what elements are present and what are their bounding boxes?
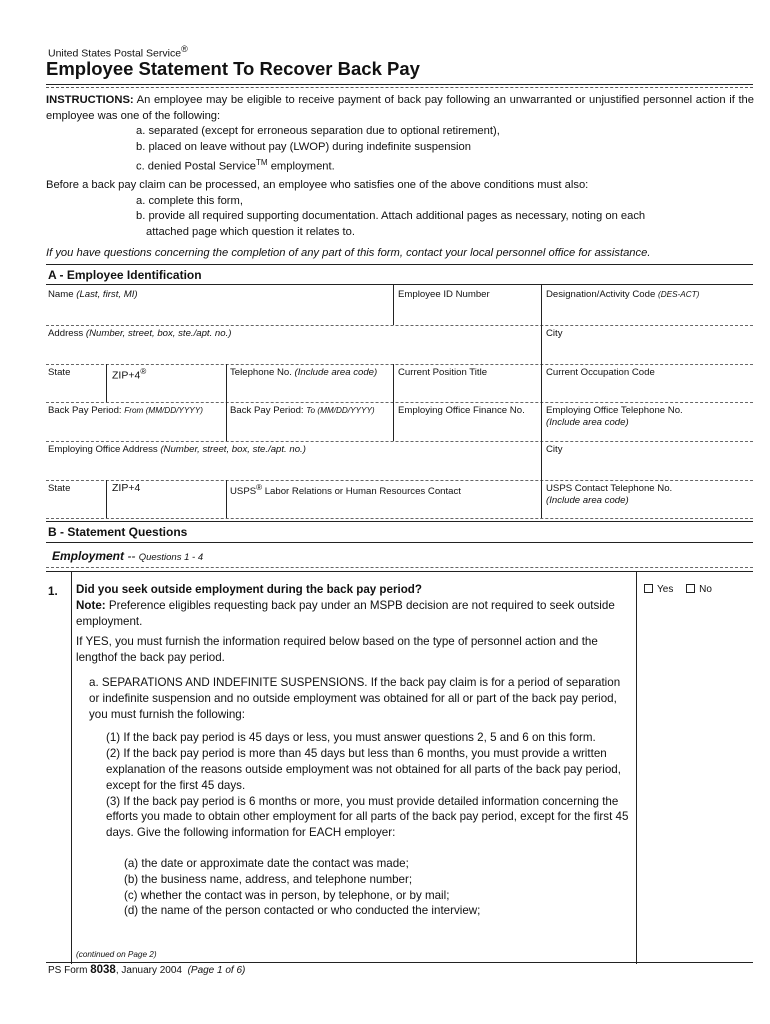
- zip-field[interactable]: ZIP+4®: [112, 367, 147, 382]
- employee-id-field[interactable]: Employee ID Number: [398, 289, 490, 300]
- usps-phone-field[interactable]: USPS Contact Telephone No. (Include area code): [546, 483, 673, 506]
- office-zip-field[interactable]: ZIP+4: [112, 482, 141, 494]
- page-title: Employee Statement To Recover Back Pay: [46, 58, 420, 79]
- state-field[interactable]: State: [48, 367, 71, 378]
- questions-note: If you have questions concerning the completion of any part of this form, contact your local personnel office for assistance.: [46, 247, 651, 259]
- yes-no-options: [644, 584, 712, 595]
- question-1: [76, 582, 630, 919]
- designation-field[interactable]: Designation/Activity Code (DES-ACT): [546, 289, 700, 300]
- name-field[interactable]: Name (Last, first, MI): [48, 289, 138, 300]
- question-1-part-a: a. SEPARATIONS AND INDEFINITE SUSPENSIONS. If the back pay claim is for a period of separation or indefinite suspension and no outside employment was obtained for all or part of the back pay period, you must furnish the following:: [89, 675, 621, 721]
- instructions-label: INSTRUCTIONS:: [46, 94, 134, 106]
- before-claim: Before a back pay claim can be processed, an employee who satisfies one of the above conditions must also: a. complete this form, b. provide all required supporting documentation. Attach additional pages as necessary, noting on each attached page which question it relates to.: [46, 178, 754, 240]
- back-pay-from-field[interactable]: Back Pay Period: From (MM/DD/YYYY): [48, 405, 203, 416]
- employment-heading: Employment -- Questions 1 - 4: [52, 549, 204, 563]
- office-city-field[interactable]: City: [546, 444, 563, 455]
- section-b-rule-bottom: [46, 542, 753, 543]
- requirement-b-cont: attached page which question it relates to.: [146, 225, 355, 238]
- question-1-item-1: (1) If the back pay period is 45 days or less, you must answer questions 2, 5 and 6 on this form.: [106, 731, 596, 745]
- continued-note: (continued on Page 2): [76, 950, 157, 959]
- section-b-rule: [46, 521, 753, 522]
- condition-c: c. denied Postal Service™ employment.: [136, 158, 335, 173]
- registered-mark: ®: [181, 44, 188, 54]
- telephone-field[interactable]: Telephone No. (Include area code): [230, 367, 378, 378]
- current-position-field[interactable]: Current Position Title: [398, 367, 488, 378]
- no-label: No: [699, 584, 712, 595]
- condition-a: a. separated (except for erroneous separation due to optional retirement),: [136, 125, 500, 137]
- requirement-a: a. complete this form,: [136, 194, 243, 207]
- office-phone-field[interactable]: Employing Office Telephone No. (Include area code): [546, 405, 683, 428]
- yes-label: Yes: [657, 584, 674, 595]
- address-field[interactable]: Address (Number, street, box, ste./apt. no.): [48, 328, 232, 339]
- footer-rule: [46, 962, 753, 963]
- usps-contact-field[interactable]: USPS® Labor Relations or Human Resources Contact: [230, 483, 461, 498]
- question-1-item-3: (3) If the back pay period is 6 months or more, you must provide detailed information concerning the efforts you made to obtain other employment for all parts of the back pay period, except for the first 45 days. Give the following information for EACH employer:: [106, 794, 629, 840]
- agency-name: United States Postal Service®: [48, 44, 188, 60]
- back-pay-to-field[interactable]: Back Pay Period: To (MM/DD/YYYY): [230, 405, 375, 416]
- yes-checkbox[interactable]: [644, 584, 653, 593]
- instructions-intro: INSTRUCTIONS: An employee may be eligible to receive payment of back pay following an unwarranted or unjustified personnel action if the employee was one of the following:: [46, 94, 754, 122]
- office-state-field[interactable]: State: [48, 483, 71, 494]
- question-1-note: Note: Preference eligibles requesting back pay under an MSPB decision are not required to seek outside employment.: [76, 598, 615, 628]
- question-1-sublist: (a) the date or approximate date the contact was made; (b) the business name, address, and telephone number; (c) whether the contact was in person, by telephone, or by mail; (d) the name of the person contacted or who conducted the interview;: [124, 856, 481, 918]
- occupation-code-field[interactable]: Current Occupation Code: [546, 367, 655, 378]
- question-1-item-2: (2) If the back pay period is more than 45 days but less than 6 months, you must provide a written explanation of the reasons outside employment was not obtained for all parts of the back pay period, except for the first 45 days.: [106, 747, 621, 792]
- no-checkbox[interactable]: [686, 584, 695, 593]
- section-b-title: B - Statement Questions: [48, 525, 188, 539]
- question-1-if-yes: If YES, you must furnish the information required below based on the type of personnel action and the lengthof the back pay period.: [76, 635, 598, 665]
- section-a-top: [46, 284, 753, 285]
- requirement-b: b. provide all required supporting documentation. Attach additional pages as necessary, noting on each: [136, 210, 646, 222]
- city-field[interactable]: City: [546, 328, 563, 339]
- instructions: [46, 93, 754, 175]
- form-footer: PS Form 8038, January 2004 (Page 1 of 6): [48, 964, 246, 976]
- finance-no-field[interactable]: Employing Office Finance No.: [398, 405, 525, 416]
- office-address-field[interactable]: Employing Office Address (Number, street, box, ste./apt. no.): [48, 444, 306, 455]
- section-a-title: A - Employee Identification: [48, 268, 202, 282]
- section-a-rule: [46, 264, 753, 265]
- question-1-title: Did you seek outside employment during the back pay period?: [76, 583, 422, 596]
- question-number: 1.: [48, 585, 58, 598]
- condition-b: b. placed on leave without pay (LWOP) during indefinite suspension: [136, 140, 471, 153]
- title-rule: [46, 84, 753, 85]
- title-rule-dashed: [46, 87, 753, 88]
